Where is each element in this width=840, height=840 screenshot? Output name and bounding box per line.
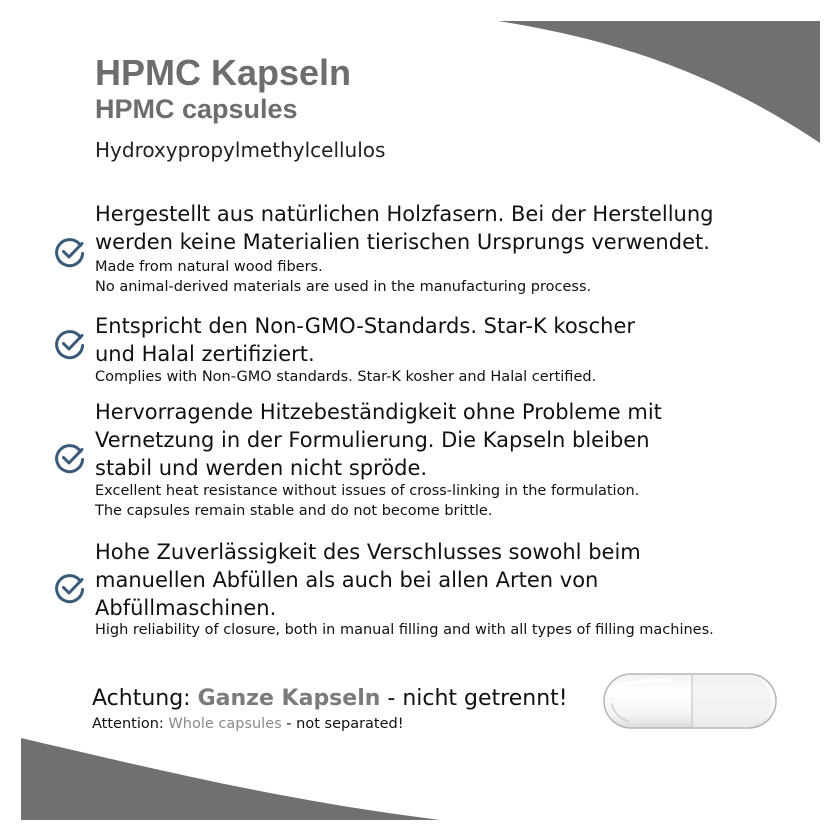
- check-circle-icon: [54, 328, 86, 360]
- page-subtitle: HPMC capsules: [95, 94, 298, 124]
- feature-text-de: Hervorragende Hitzebeständigkeit ohne Probleme mit Vernetzung in der Formulierung. Die Kapseln bleiben stabil und werden nicht spröde.: [95, 400, 662, 480]
- attention-note: [92, 684, 568, 734]
- attention-text-de: Achtung: Ganze Kapseln - nicht getrennt!: [92, 686, 568, 711]
- attention-text-en: Attention: Whole capsules - not separated!: [92, 716, 404, 732]
- check-circle-icon: [54, 572, 86, 604]
- feature-text-de: Entspricht den Non-GMO-Standards. Star-K koscher und Halal zertifiziert.: [95, 314, 636, 366]
- feature-text-de: Hergestellt aus natürlichen Holzfasern. Bei der Herstellung werden keine Materialien tierischen Ursprungs verwendet.: [95, 202, 714, 254]
- feature-text-en: Complies with Non-GMO standards. Star-K kosher and Halal certified.: [95, 369, 597, 385]
- top-right-swoosh: [498, 21, 820, 143]
- feature-text-de: Hohe Zuverlässigkeit des Verschlusses sowohl beim manuellen Abfüllen als auch bei allen Arten von Abfüllmaschinen.: [95, 540, 641, 620]
- feature-text-en: Made from natural wood fibers. No animal-derived materials are used in the manufacturing process.: [95, 259, 592, 295]
- bottom-left-swoosh: [21, 738, 440, 820]
- feature-text-en: High reliability of closure, both in manual filling and with all types of filling machines.: [95, 622, 714, 638]
- page-title: HPMC Kapseln: [95, 52, 352, 93]
- check-circle-icon: [54, 236, 86, 268]
- capsule-image: [600, 670, 780, 732]
- header: [95, 52, 385, 162]
- check-circle-icon: [54, 442, 86, 474]
- feature-text-en: Excellent heat resistance without issues of cross-linking in the formulation. The capsules remain stable and do not become brittle.: [95, 483, 640, 519]
- chemical-name: Hydroxypropylmethylcellulos: [95, 138, 386, 162]
